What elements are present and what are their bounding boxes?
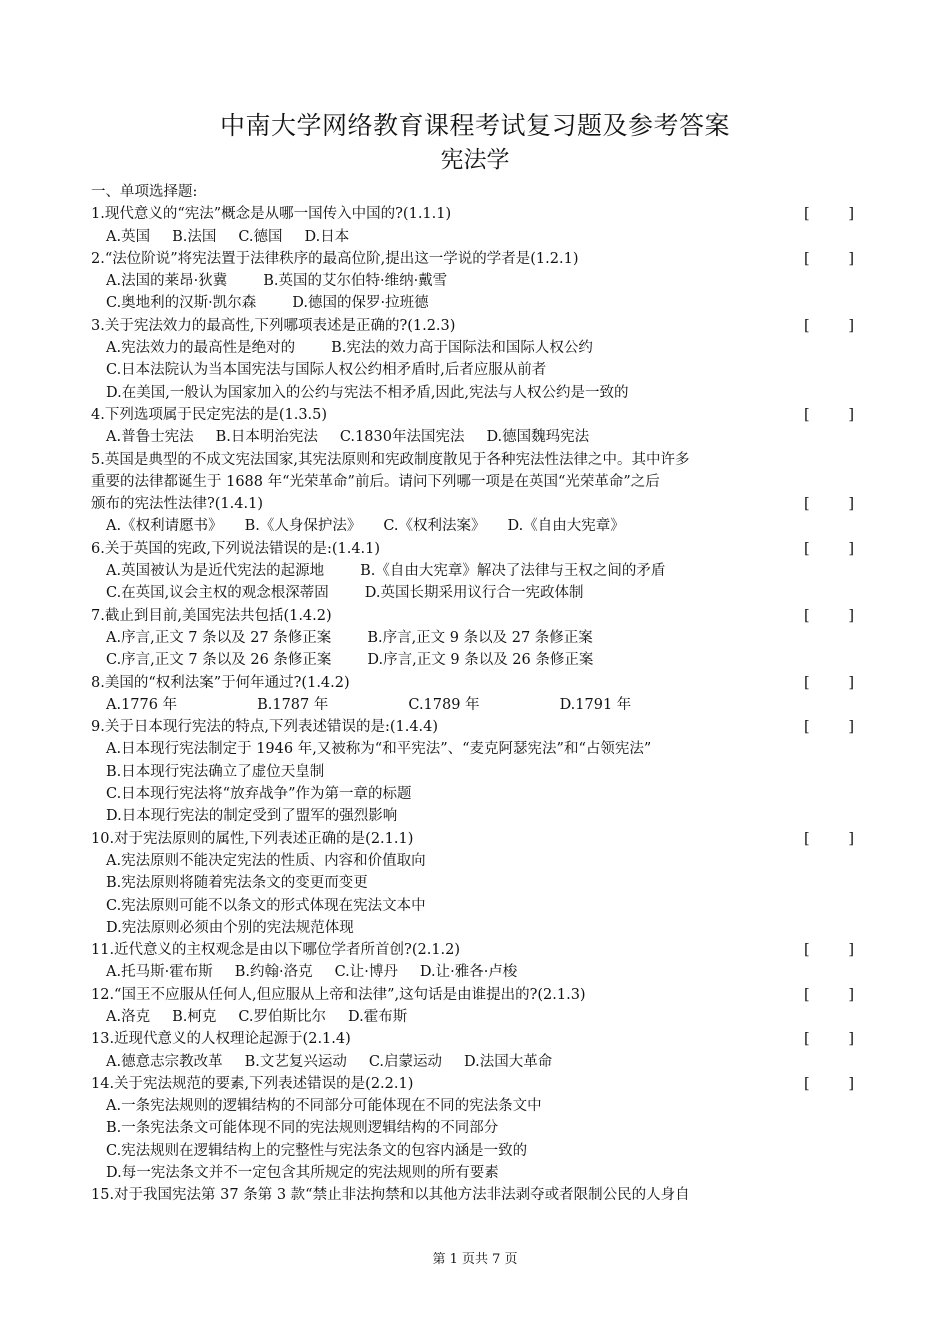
document-title: 中南大学网络教育课程考试复习题及参考答案 [219,111,730,140]
bracket-right: ] [848,719,854,736]
answer-option: B.日本现行宪法确立了虚位天皇制 [106,763,325,780]
question-stem [91,716,861,738]
answer-option: A.一条宪法规则的逻辑结构的不同部分可能体现在不同的宪法条文中 [106,1098,542,1115]
option-row [91,1095,861,1117]
answer-option: D.法国大革命 [464,1053,553,1070]
answer-option: C.1789 年 [408,696,480,713]
option-row [91,359,861,381]
bracket-left: [ [804,317,810,334]
option-row [91,961,861,983]
option-row [91,738,861,760]
option-row [91,895,861,917]
option-row [91,872,861,894]
bracket-right: ] [848,986,854,1003]
answer-option: C.日本现行宪法将“放弃战争”作为第一章的标题 [106,786,412,803]
question-stem [91,984,861,1006]
option-row [91,515,861,537]
answer-option: D.每一宪法条文并不一定包含其所规定的宪法规则的所有要素 [106,1165,499,1182]
answer-option: B.法国 [172,228,217,245]
answer-option: C.1830年法国宪法 [339,429,465,446]
option-row [91,783,861,805]
bracket-left: [ [804,719,810,736]
question-text: 14.关于宪法规范的要素,下列表述错误的是(2.2.1) [91,1075,414,1092]
question-text: 6.关于英国的宪政,下列说法错误的是:(1.4.1) [91,540,381,557]
answer-option: D.1791 年 [559,696,632,713]
answer-option: B.日本明治宪法 [215,429,318,446]
answer-option: B.文艺复兴运动 [244,1053,347,1070]
option-row [91,805,861,827]
question-stem [91,471,861,493]
answer-option: D.德国的保罗·拉班德 [292,295,429,312]
answer-option: C.宪法规则在逻辑结构上的完整性与宪法条文的包容内涵是一致的 [106,1142,528,1159]
answer-option: D.日本 [304,228,350,245]
bracket-left: [ [804,1031,810,1048]
bracket-left: [ [804,250,810,267]
bracket-right: ] [848,317,854,334]
question-stem [91,939,861,961]
question-stem [91,1028,861,1050]
page-footer: 第 1 页共 7 页 [432,1252,518,1267]
question-stem [91,1184,861,1206]
answer-option: A.序言,正文 7 条以及 27 条修正案 [106,629,332,646]
option-row [91,582,861,604]
bracket-right: ] [848,607,854,624]
question-stem [91,828,861,850]
answer-option: C.让·博丹 [334,964,398,981]
answer-option: A.德意志宗教改革 [106,1053,223,1070]
answer-option: B.宪法原则将随着宪法条文的变更而变更 [106,875,368,892]
answer-option: C.日本法院认为当本国宪法与国际人权公约相矛盾时,后者应服从前者 [106,362,547,379]
bracket-right: ] [848,1075,854,1092]
question-text: 9.关于日本现行宪法的特点,下列表述错误的是:(1.4.4) [91,719,439,736]
answer-option: D.《自由大宪章》 [507,518,625,535]
bracket-left: [ [804,986,810,1003]
answer-option: D.序言,正文 9 条以及 26 条修正案 [367,652,594,669]
option-row [91,292,861,314]
question-text: 8.美国的“权利法案”于何年通过?(1.4.2) [91,674,350,691]
answer-option: D.德国魏玛宪法 [486,429,590,446]
bracket-left: [ [804,942,810,959]
option-row [91,1051,861,1073]
answer-option: D.英国长期采用议行合一宪政体制 [364,585,584,602]
bracket-right: ] [848,540,854,557]
question-stem [91,493,861,515]
option-row [91,1006,861,1028]
bracket-right: ] [848,1031,854,1048]
question-text: 5.英国是典型的不成文宪法国家,其宪法原则和宪政制度散见于各种宪法性法律之中。其中许多 [91,451,690,468]
bracket-right: ] [848,496,854,513]
bracket-right: ] [848,830,854,847]
question-stem [91,672,861,694]
bracket-left: [ [804,830,810,847]
option-row [91,1140,861,1162]
answer-option: A.英国被认为是近代宪法的起源地 [106,563,325,580]
answer-option: A.法国的莱昂·狄冀 [106,273,228,290]
question-stem [91,1073,861,1095]
answer-option: C.德国 [238,228,283,245]
question-text: 1.现代意义的“宪法”概念是从哪一国传入中国的?(1.1.1) [91,206,452,223]
question-text: 4.下列选项属于民定宪法的是(1.3.5) [91,406,328,423]
option-row [91,226,861,248]
question-stem [91,449,861,471]
bracket-right: ] [848,206,854,223]
bracket-right: ] [848,942,854,959]
question-text: 10.对于宪法原则的属性,下列表述正确的是(2.1.1) [91,830,414,847]
answer-option: D.宪法原则必须由个别的宪法规范体现 [106,919,354,936]
option-row [91,694,861,716]
option-row [91,627,861,649]
answer-option: D.霍布斯 [348,1008,408,1025]
option-row [91,1162,861,1184]
section-heading: 一、单项选择题: [91,184,198,200]
answer-option: A.普鲁士宪法 [106,429,194,446]
question-text: 7.截止到目前,美国宪法共包括(1.4.2) [91,607,332,624]
bracket-left: [ [804,674,810,691]
answer-option: B.宪法的效力高于国际法和国际人权公约 [331,340,593,357]
option-row [91,560,861,582]
bracket-left: [ [804,406,810,423]
question-list [91,181,861,1207]
question-text: 12.“国王不应服从任何人,但应服从上帝和法律”,这句话是由谁提出的?(2.1.3) [91,986,586,1003]
bracket-left: [ [804,1075,810,1092]
answer-option: A.日本现行宪法制定于 1946 年,又被称为“和平宪法”、“麦克阿瑟宪法”和“占领宪法” [106,741,652,758]
answer-option: C.启蒙运动 [368,1053,443,1070]
question-text: 11.近代意义的主权观念是由以下哪位学者所首创?(2.1.2) [91,942,461,959]
question-text: 重要的法律都诞生于 1688 年“光荣革命”前后。请问下列哪一项是在英国“光荣革命”之后 [91,473,660,490]
document-subtitle: 宪法学 [440,147,510,173]
option-row [91,761,861,783]
answer-option: D.在美国,一般认为国家加入的公约与宪法不相矛盾,因此,宪法与人权公约是一致的 [106,384,629,401]
bracket-right: ] [848,250,854,267]
answer-option: B.一条宪法条文可能体现不同的宪法规则逻辑结构的不同部分 [106,1120,499,1137]
bracket-left: [ [804,607,810,624]
bracket-left: [ [804,206,810,223]
answer-option: A.英国 [106,228,151,245]
answer-option: A.洛克 [106,1008,151,1025]
answer-option: B.《自由大宪章》解决了法律与王权之间的矛盾 [360,563,666,580]
question-text: 3.关于宪法效力的最高性,下列哪项表述是正确的?(1.2.3) [91,317,456,334]
question-stem [91,248,861,270]
answer-option: A.托马斯·霍布斯 [106,964,213,981]
answer-option: B.序言,正文 9 条以及 27 条修正案 [367,629,593,646]
answer-option: C.罗伯斯比尔 [238,1008,327,1025]
question-stem [91,315,861,337]
answer-option: C.《权利法案》 [383,518,486,535]
question-stem [91,203,861,225]
question-text: 颁布的宪法性法律?(1.4.1) [91,496,263,513]
answer-option: B.柯克 [172,1008,217,1025]
option-row [91,426,861,448]
question-text: 13.近现代意义的人权理论起源于(2.1.4) [91,1031,351,1048]
option-row [91,850,861,872]
option-row [91,337,861,359]
option-row [91,270,861,292]
answer-option: A.1776 年 [106,696,178,713]
bracket-right: ] [848,674,854,691]
question-stem [91,605,861,627]
option-row [91,382,861,404]
question-stem [91,404,861,426]
answer-option: C.宪法原则可能不以条文的形式体现在宪法文本中 [106,897,426,914]
answer-option: A.《权利请愿书》 [106,518,223,535]
question-text: 2.“法位阶说”将宪法置于法律秩序的最高位阶,提出这一学说的学者是(1.2.1) [91,250,579,267]
answer-option: B.约翰·洛克 [234,964,313,981]
question-stem [91,538,861,560]
bracket-right: ] [848,406,854,423]
answer-option: A.宪法原则不能决定宪法的性质、内容和价值取向 [106,852,426,869]
bracket-left: [ [804,496,810,513]
answer-option: B.《人身保护法》 [244,518,362,535]
bracket-left: [ [804,540,810,557]
answer-option: A.宪法效力的最高性是绝对的 [106,340,296,357]
answer-option: D.让·雅各·卢梭 [419,964,518,981]
answer-option: D.日本现行宪法的制定受到了盟军的强烈影响 [106,808,398,825]
answer-option: B.1787 年 [257,696,329,713]
answer-option: B.英国的艾尔伯特·维纳·戴雪 [263,273,448,290]
answer-option: C.在英国,议会主权的观念根深蒂固 [106,585,329,602]
question-text: 15.对于我国宪法第 37 条第 3 款“禁止非法拘禁和以其他方法非法剥夺或者限制公民的人身自 [91,1187,690,1204]
option-row [91,1117,861,1139]
option-row [91,917,861,939]
answer-option: C.序言,正文 7 条以及 26 条修正案 [106,652,332,669]
answer-option: C.奥地利的汉斯·凯尔森 [106,295,257,312]
option-row [91,649,861,671]
